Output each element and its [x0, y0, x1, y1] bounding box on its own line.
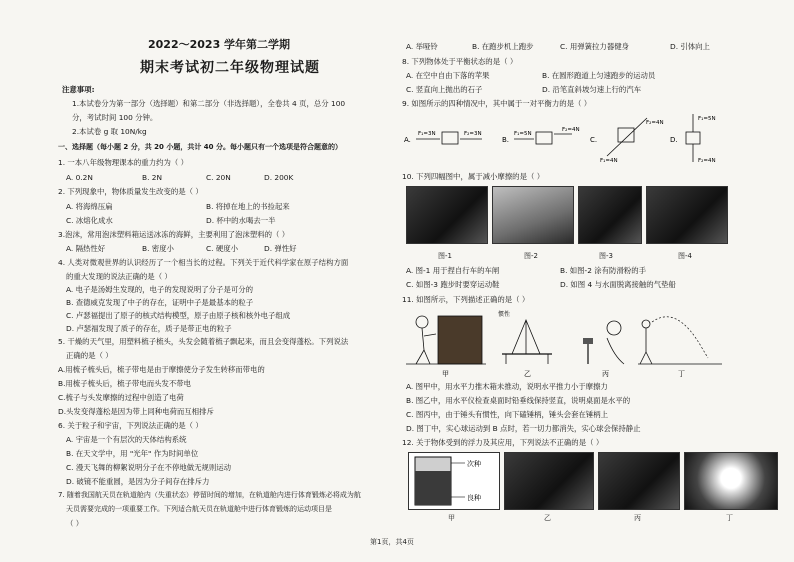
q6-d: D. 破镜不能重圆，是因为分子间存在排斥力	[66, 477, 210, 486]
q9-label-a: A.	[404, 136, 411, 144]
q12-cap-bing: 丙	[634, 514, 641, 522]
q4-line1: 4. 人类对微观世界的认识经历了一个相当长的过程。下列关于近代科学家在原子结构方面	[58, 258, 349, 267]
q7-b: B. 在跑步机上跑步	[472, 42, 534, 51]
q10-c: C. 如图-3 跑步时要穿运动鞋	[406, 280, 500, 289]
q10-cap-4: 图-4	[678, 252, 692, 260]
q11-d: D. 图丁中，实心球运动到 B 点时，若一切力都消失，实心球会保持静止	[406, 424, 641, 433]
q9-a-f1: F₁=3N	[418, 131, 436, 137]
note-1a: 1.本试卷分为第一部分（选择题）和第二部分（非选择题），全卷共 4 页，总分 100	[72, 99, 346, 108]
q1-a: A. 0.2N	[66, 173, 93, 182]
q8-c: C. 竖直向上抛出的石子	[406, 85, 483, 94]
q2-a: A. 将海绵压扁	[66, 202, 113, 211]
q12-figure-jia	[408, 452, 500, 510]
q9-d-f2: F₂=4N	[698, 158, 716, 164]
q12-label-liang: 良种	[467, 494, 481, 502]
q1-stem: 1. 一本八年级物理课本的重力约为（ ）	[58, 158, 189, 167]
q5-line1: 5. 干燥的天气里，用塑料梳子梳头，头发会随着梳子飘起来，而且会变得蓬松。下列说法	[58, 337, 349, 346]
q9-c-f1: F₁=4N	[600, 158, 618, 164]
q12-stem: 12. 关于物体受到的浮力及其应用，下列说法不正确的是（ ）	[402, 438, 604, 447]
q12-figure-yi-photo	[504, 452, 594, 510]
q7-c: C. 用弹簧拉力器健身	[560, 42, 629, 51]
q9-a-f2: F₂=3N	[464, 131, 482, 137]
q10-a: A. 图-1 用于捏自行车的车闸	[406, 266, 500, 275]
q9-force-diagrams	[402, 112, 786, 168]
q7-d: D. 引体向上	[670, 42, 710, 51]
q9-label-b: B.	[502, 136, 510, 144]
q5-b: B.用梳子梳头后，梳子带电而头发不带电	[58, 379, 192, 388]
q9-b-f2: F₂=4N	[562, 127, 580, 133]
q11-b: B. 图乙中，用水平仪检查桌面时铅垂线保持竖直，说明桌面是水平的	[406, 396, 631, 405]
q3-stem: 3.泡沫，常用泡沫塑料箱运送冰冻的海鲜，主要利用了泡沫塑料的（ ）	[58, 230, 290, 239]
q11-label-bing: 丙	[602, 370, 609, 378]
note-1b: 分，考试时间 100 分钟。	[72, 113, 158, 122]
q3-c: C. 硬度小	[206, 244, 239, 253]
q10-figure-1-photo	[406, 186, 488, 244]
q6-c: C. 漫天飞舞的柳絮说明分子在不停地做无规则运动	[66, 463, 232, 472]
q1-d: D. 200K	[264, 173, 294, 182]
notes-title: 注意事项:	[62, 85, 95, 94]
term-title: 2022～2023 学年第二学期	[148, 38, 291, 51]
q9-label-d: D.	[670, 136, 678, 144]
q4-b: B. 查德威克发现了中子的存在，证明中子是最基本的粒子	[66, 298, 254, 307]
q10-cap-1: 图-1	[438, 252, 452, 260]
q1-b: B. 2N	[142, 173, 162, 182]
q2-b: B. 将掉在地上的书捡起来	[206, 202, 290, 211]
q7-a: A. 举哑铃	[406, 42, 438, 51]
q9-stem: 9. 如图所示的四种情况中，其中属于一对平衡力的是（ ）	[402, 99, 592, 108]
q3-d: D. 弹性好	[264, 244, 297, 253]
q4-a: A. 电子是汤姆生发现的，电子的发现说明了分子是可分的	[66, 285, 254, 294]
q10-stem: 10. 下列四幅图中，属于减小摩擦的是（ ）	[402, 172, 545, 181]
q11-c: C. 图丙中，由于锤头有惯性，向下磕锤柄，锤头会套在锤柄上	[406, 410, 609, 419]
q8-d: D. 沿笔直斜坡匀速上行的汽车	[542, 85, 642, 94]
q10-figure-3-photo	[578, 186, 642, 244]
page-footer: 第1页，共4页	[370, 538, 414, 546]
q10-b: B. 如图-2 涂有防滑粉的手	[560, 266, 647, 275]
q3-a: A. 隔热性好	[66, 244, 106, 253]
q2-stem: 2. 下列现象中，物体质量发生改变的是（ ）	[58, 187, 203, 196]
exam-title: 期末考试初二年级物理试题	[140, 60, 320, 76]
q12-cap-jia: 甲	[448, 514, 455, 522]
q5-c: C.梳子与头发摩擦的过程中创造了电荷	[58, 393, 184, 402]
q11-label-yi: 乙	[524, 370, 531, 378]
q10-cap-2: 图-2	[524, 252, 538, 260]
q3-b: B. 密度小	[142, 244, 174, 253]
q12-figure-ding-photo	[684, 452, 778, 510]
q5-d: D.头发变得蓬松是因为带上同种电荷而互相排斥	[58, 407, 214, 416]
q6-stem: 6. 关于粒子和宇宙，下列说法正确的是（ ）	[58, 421, 203, 430]
section-1-heading: 一、选择题（每小题 2 分，共 20 小题，共计 40 分。每小题只有一个选项是符合题意的）	[58, 143, 342, 151]
q9-d-f1: F₁=5N	[698, 116, 716, 122]
q10-figure-2-photo	[492, 186, 574, 244]
q11-label-ding: 丁	[678, 370, 685, 378]
q7-line2: 天员需要完成的一项重要工作。下列适合航天员在轨道舱中进行体育锻炼的运动项目是	[66, 505, 332, 513]
q10-figure-4-photo	[646, 186, 728, 244]
q8-a: A. 在空中自由下落的苹果	[406, 71, 490, 80]
q9-c-f2: F₂=4N	[646, 120, 664, 126]
q11-label-jia: 甲	[442, 370, 449, 378]
q4-line2: 的重大发现的说法正确的是（ ）	[66, 272, 172, 281]
seed-beaker-icon	[409, 453, 499, 509]
q9-label-c: C.	[590, 136, 598, 144]
q11-stem: 11. 如图所示，下列描述正确的是（ ）	[402, 295, 530, 304]
q12-figure-bing-photo	[598, 452, 680, 510]
q11-label-tile: 惯性	[498, 311, 511, 318]
q11-a: A. 图甲中，用水平力推木箱未推动，说明水平推力小于摩擦力	[406, 382, 608, 391]
q5-line2: 正确的是（ ）	[66, 351, 113, 360]
q8-b: B. 在圆形跑道上匀速跑步的运动员	[542, 71, 656, 80]
q2-d: D. 杯中的水喝去一半	[206, 216, 276, 225]
q8-stem: 8. 下列物体处于平衡状态的是（ ）	[402, 57, 518, 66]
q5-a: A.用梳子梳头后，梳子带电是由于摩擦使分子发生转移而带电的	[58, 365, 265, 374]
q2-c: C. 冰熔化成水	[66, 216, 113, 225]
q10-cap-3: 图-3	[599, 252, 613, 260]
q6-b: B. 在天文学中，用 "光年" 作为时间单位	[66, 449, 199, 458]
q11-illustrations	[402, 308, 786, 380]
q12-label-ci: 次种	[467, 460, 481, 468]
note-2: 2.本试卷 g 取 10N/kg	[72, 127, 147, 136]
q1-c: C. 20N	[206, 173, 231, 182]
q12-cap-ding: 丁	[726, 514, 733, 522]
q4-d: D. 卢瑟福发现了质子的存在，质子是带正电的粒子	[66, 324, 232, 333]
q7-line3: （ ）	[66, 519, 84, 528]
q6-a: A. 宇宙是一个有层次的天体结构系统	[66, 435, 187, 444]
q9-b-f1: F₁=5N	[514, 131, 532, 137]
q4-c: C. 卢瑟福提出了原子的核式结构模型，原子由原子核和核外电子组成	[66, 311, 291, 320]
q7-line1: 7. 随着我国航天员在轨道舱内（失重状态）停留时间的增加，在轨道舱内进行体育锻炼必将成为航	[58, 491, 361, 499]
q12-cap-yi: 乙	[544, 514, 551, 522]
q10-d: D. 如图 4 与水面脱离接触的气垫船	[560, 280, 676, 289]
